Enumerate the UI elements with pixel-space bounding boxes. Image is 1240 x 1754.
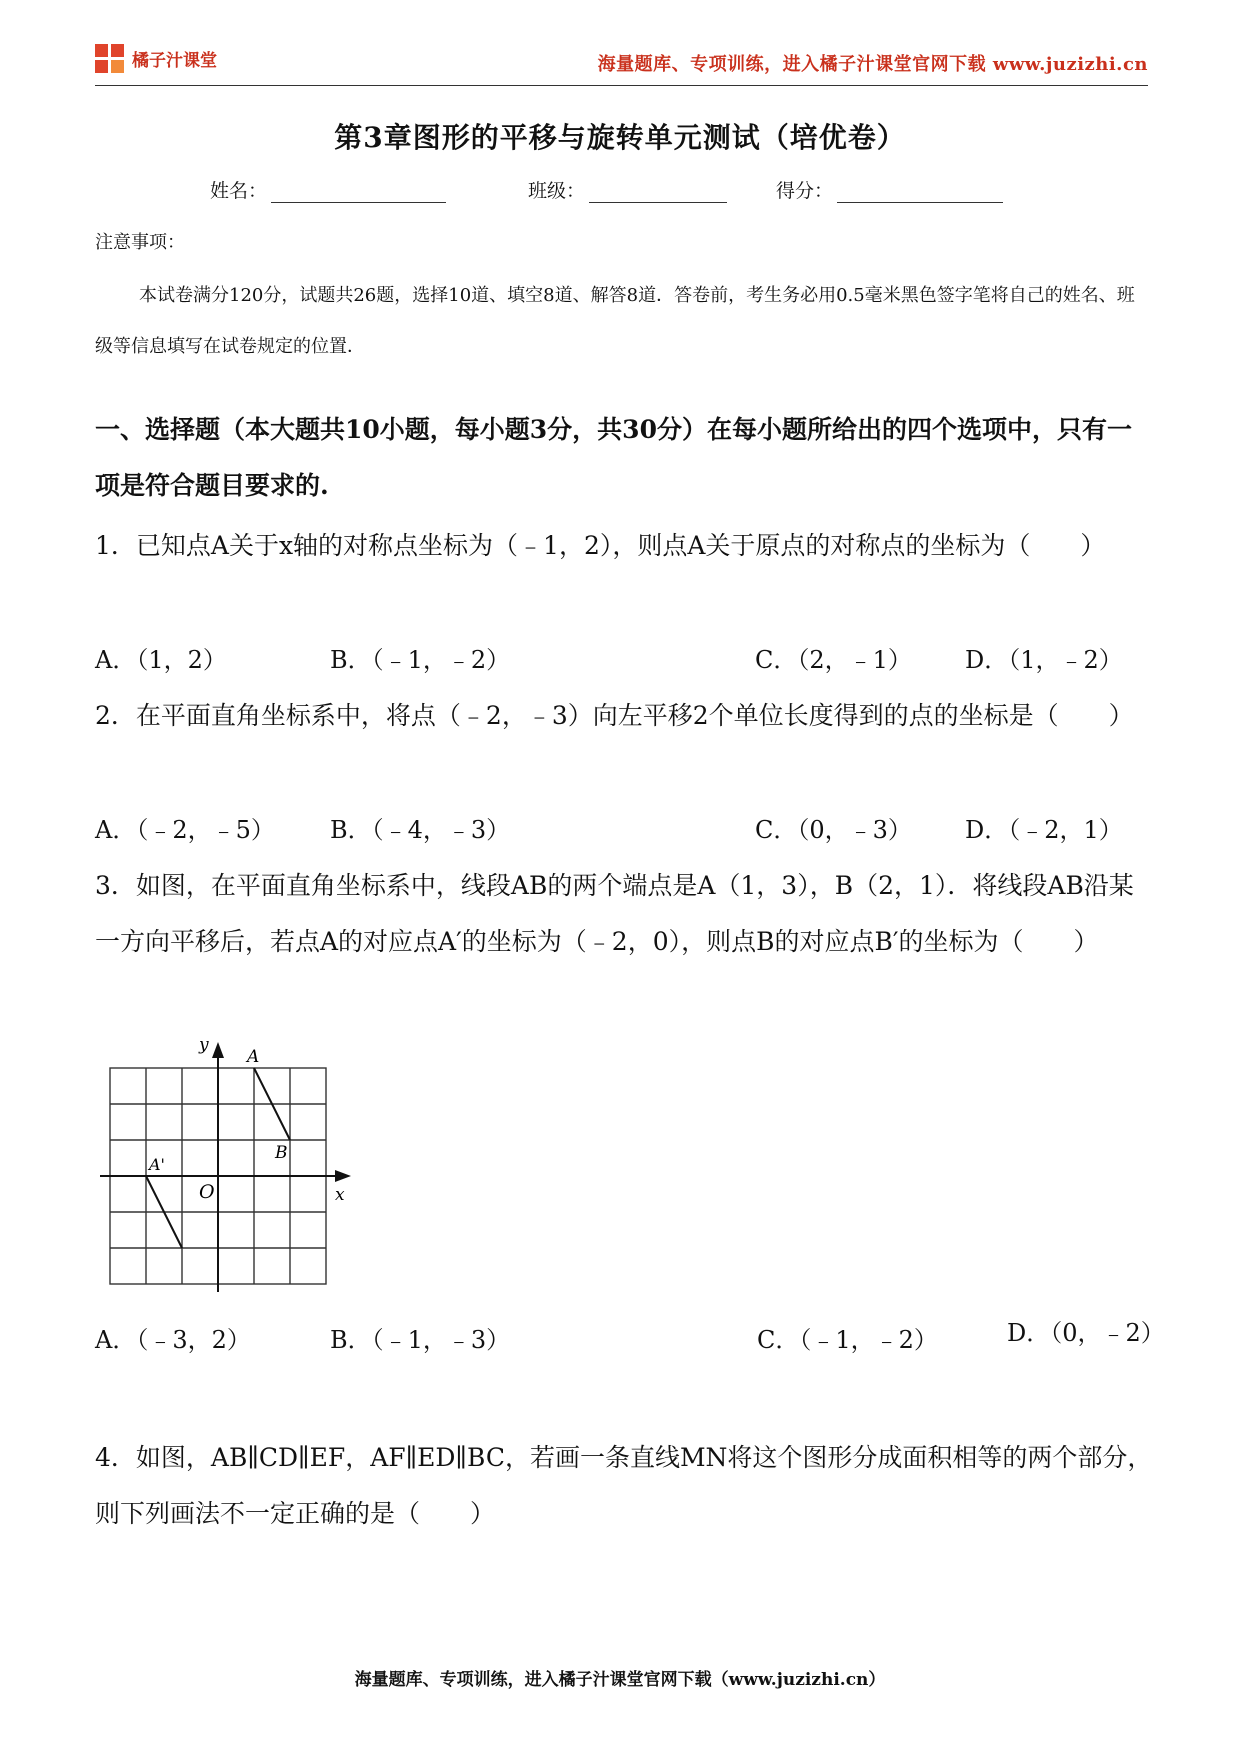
question-3: 3．如图，在平面直角坐标系中，线段AB的两个端点是A（1，3），B（2，1）．将线段AB沿某一方向平移后，若点A的对应点A′的坐标为（﹣2，0），则点B的对应点B′的坐标为（ ） <box>95 871 1134 956</box>
axes <box>100 1042 351 1292</box>
name-field[interactable] <box>210 176 446 203</box>
question-2: 2．在平面直角坐标系中，将点（﹣2，﹣3）向左平移2个单位长度得到的点的坐标是（ ） <box>95 701 1134 730</box>
coordinate-figure <box>95 1028 365 1298</box>
header-divider <box>95 85 1148 86</box>
origin-label: O <box>199 1181 215 1203</box>
option-c[interactable]: C．（0，﹣3） <box>755 816 912 844</box>
class-field[interactable] <box>528 176 727 203</box>
score-field[interactable] <box>776 176 1003 203</box>
score-blank[interactable] <box>837 184 1003 203</box>
option-c[interactable]: C．（2，﹣1） <box>755 646 912 674</box>
option-d[interactable]: D．（﹣2，1） <box>965 816 1123 844</box>
class-blank[interactable] <box>589 184 727 203</box>
notice-text: 本试卷满分120分，试题共26题，选择10道、填空8道、解答8道．答卷前，考生务必用0.5毫米黑色签字笔将自己的姓名、班级等信息填写在试卷规定的位置． <box>95 285 1135 357</box>
option-a[interactable]: A．（﹣3，2） <box>95 1326 251 1354</box>
option-d[interactable]: D．（0，﹣2） <box>1007 1319 1165 1347</box>
x-axis-label: x <box>335 1185 345 1205</box>
class-label: 班级： <box>528 180 586 202</box>
option-b[interactable]: B．（﹣1，﹣2） <box>330 646 511 674</box>
question-4: 4．如图，AB∥CD∥EF，AF∥ED∥BC，若画一条直线MN将这个图形分成面积相等的两个部分，则下列画法不一定正确的是（ ） <box>95 1443 1153 1528</box>
point-a-label: A <box>247 1047 260 1067</box>
point-b-label: B <box>275 1143 288 1163</box>
header-slogan[interactable]: 海量题库、专项训练，进入橘子汁课堂官网下载 www.juzizhi.cn <box>597 54 1148 75</box>
option-b[interactable]: B．（﹣4，﹣3） <box>330 816 511 844</box>
section-heading: 一、选择题（本大题共10小题，每小题3分，共30分）在每小题所给出的四个选项中，只有一项是符合题目要求的. <box>95 415 1132 500</box>
question-2-options <box>95 810 1155 850</box>
name-blank[interactable] <box>271 184 446 203</box>
page-title: 第3章图形的平移与旋转单元测试（培优卷） <box>334 121 906 154</box>
question-3-options <box>95 1319 1165 1360</box>
option-d[interactable]: D．（1，﹣2） <box>965 646 1123 674</box>
point-a-prime-label: A' <box>149 1155 165 1174</box>
brand-name: 橘子汁课堂 <box>132 51 217 71</box>
option-a[interactable]: A．（﹣2，﹣5） <box>95 816 275 844</box>
option-a[interactable]: A．（1，2） <box>95 646 227 674</box>
logo-icon <box>95 44 125 74</box>
y-axis-label: y <box>199 1035 209 1055</box>
score-label: 得分： <box>776 180 834 202</box>
footer-slogan[interactable]: 海量题库、专项训练，进入橘子汁课堂官网下载（www.juzizhi.cn） <box>354 1670 886 1690</box>
name-label: 姓名： <box>210 180 268 202</box>
option-b[interactable]: B．（﹣1，﹣3） <box>330 1326 511 1354</box>
question-1: 1．已知点A关于x轴的对称点坐标为（﹣1，2），则点A关于原点的对称点的坐标为（ ） <box>95 531 1106 560</box>
question-1-options <box>95 640 1155 680</box>
option-c[interactable]: C．（﹣1，﹣2） <box>757 1326 938 1354</box>
notice-label: 注意事项： <box>95 232 185 253</box>
